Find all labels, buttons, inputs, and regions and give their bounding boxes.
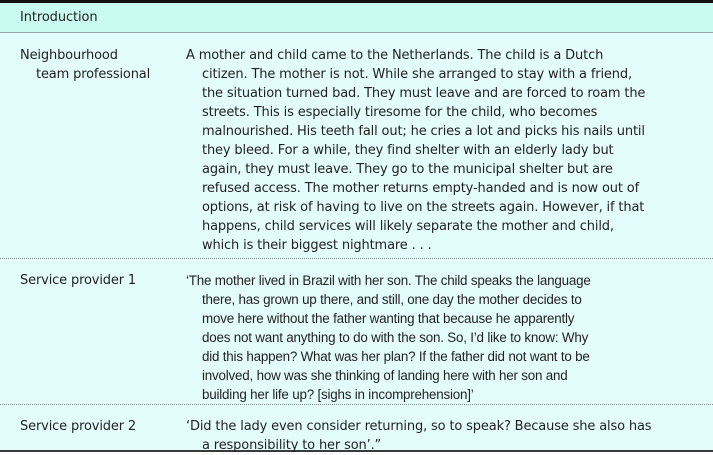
table-row [0,405,713,452]
text-line: did this happen? What was her plan? If the father did not want to be [202,349,590,364]
row-label [0,417,186,450]
text-line: does not want anything to do with the son. So, I’d like to know: Why [202,330,589,345]
label-line: Neighbourhood [20,48,118,63]
text-line: ‘Did the lady even consider returning, so to speak? Because she also has [186,419,652,434]
text-line: streets. This is especially tiresome for the child, who becomes [202,105,598,120]
text-line: move here without the father wanting that because he apparently [202,311,575,326]
text-line: the situation turned bad. They must leave and are forced to roam the [202,86,646,101]
text-line: A mother and child came to the Netherlands. The child is a Dutch [186,48,604,63]
label-line: team professional [36,67,151,82]
row-text [186,46,713,258]
text-line: malnourished. His teeth fall out; he cries a lot and picks his nails until [202,124,645,139]
text-line: ‘The mother lived in Brazil with her son. The child speaks the language [186,273,591,288]
text-line: involved, how was she thinking of landing here with her son and [202,368,568,383]
text-line: building her life up? [sighs in incomprehension]’ [202,387,474,402]
label-line: Service provider 1 [20,273,137,288]
text-line: happens, child services will likely separate the mother and child, [202,219,614,234]
header-title: Introduction [20,10,98,25]
text-line: which is their biggest nightmare . . . [202,238,432,253]
text-line: again, they must leave. They go to the municipal shelter but are [202,162,613,177]
text-line: citizen. The mother is not. While she arranged to stay with a friend, [202,67,632,82]
row-label [0,271,186,404]
text-line: there, has grown up there, and still, one day the mother decides to [202,292,582,307]
label-line: Service provider 2 [20,419,137,434]
row-text [186,271,713,404]
row-text [186,417,713,453]
table-header [0,3,713,33]
row-label [0,46,186,258]
table-row [0,33,713,259]
text-line: refused access. The mother returns empty-handed and is now out of [202,181,640,196]
table-row [0,259,713,405]
text-line: a responsibility to her son’.” [202,438,382,453]
text-line: they bleed. For a while, they find shelter with an elderly lady but [202,143,614,158]
text-line: options, at risk of having to live on the streets again. However, if that [202,200,645,215]
